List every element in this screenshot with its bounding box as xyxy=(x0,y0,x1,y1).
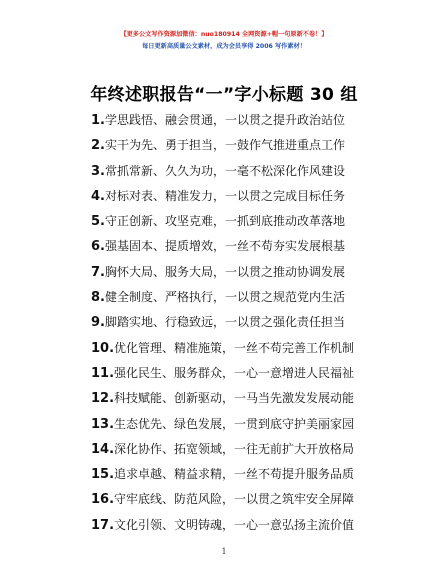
item-text: 生态优先、绿色发展，一贯到底守护美丽家园 xyxy=(114,416,355,431)
list-item xyxy=(91,108,391,133)
item-text: 对标对表、精准发力，一以贯之完成目标任务 xyxy=(104,188,345,203)
item-number: 1. xyxy=(91,113,105,128)
item-number: 13. xyxy=(91,416,115,432)
item-text: 学思践悟、融会贯通，一以贯之提升政治站位 xyxy=(104,113,345,127)
item-number: 17. xyxy=(91,517,115,533)
list-item xyxy=(91,513,391,538)
item-text: 强基固本、提质增效，一丝不苟夯实发展根基 xyxy=(104,239,345,254)
item-number: 9. xyxy=(91,315,105,331)
page-number: 1 xyxy=(221,547,227,556)
item-text: 科技赋能、创新驱动，一马当先激发发展动能 xyxy=(114,391,355,406)
list-item xyxy=(91,437,391,462)
item-text: 健全制度、严格执行，一以贯之规范党内生活 xyxy=(104,290,345,305)
list-item xyxy=(91,386,391,411)
list-item xyxy=(91,234,391,259)
list-item xyxy=(91,361,391,386)
item-number: 16. xyxy=(91,492,115,508)
list-item xyxy=(91,159,391,184)
item-text: 强化民生、服务群众，一心一意增进人民福祉 xyxy=(114,365,355,380)
document-title: 年终述职报告“一”字小标题 30 组 xyxy=(90,85,358,105)
item-text: 优化管理、精准施策，一丝不苟完善工作机制 xyxy=(114,340,355,355)
item-number: 8. xyxy=(91,290,105,306)
item-number: 6. xyxy=(91,239,105,255)
list-item xyxy=(91,133,391,158)
list-item xyxy=(91,260,391,285)
item-text: 胸怀大局、服务大局，一以贯之推动协调发展 xyxy=(104,264,345,279)
item-number: 12. xyxy=(91,391,115,407)
item-text: 脚踏实地、行稳致远，一以贯之强化责任担当 xyxy=(104,315,345,330)
list-item xyxy=(91,336,391,361)
item-number: 5. xyxy=(91,214,105,230)
list-item xyxy=(91,310,391,335)
item-number: 10. xyxy=(91,340,115,356)
promo-banner-line-2: 每日更新高质量公文素材，成为会员享得 2006 写作素材！ xyxy=(142,43,306,50)
item-number: 3. xyxy=(91,163,105,179)
item-text: 守正创新、攻坚克难，一抓到底推动改革落地 xyxy=(104,214,345,229)
item-text: 追求卓越、精益求精，一丝不苟提升服务品质 xyxy=(114,467,355,482)
item-number: 7. xyxy=(91,264,105,280)
item-number: 14. xyxy=(91,441,115,457)
list-item xyxy=(91,487,391,512)
item-number: 2. xyxy=(91,138,105,154)
item-text: 深化协作、拓宽领域，一往无前扩大开放格局 xyxy=(114,441,355,456)
list-item xyxy=(91,184,391,209)
list-item xyxy=(91,412,391,437)
item-text: 文化引领、文明铸魂，一心一意弘扬主流价值 xyxy=(114,517,355,532)
item-text: 实干为先、勇于担当，一鼓作气推进重点工作 xyxy=(104,138,345,153)
list-item xyxy=(91,462,391,487)
promo-banner-line-1: 【更多公文写作资源加微信：nuo180914 全网资源+帽一句原新不卷！】 xyxy=(120,31,328,38)
item-number: 15. xyxy=(91,467,115,483)
item-number: 4. xyxy=(91,188,105,204)
list-item xyxy=(91,209,391,234)
item-number: 11. xyxy=(91,365,115,381)
heading-list xyxy=(91,108,391,538)
item-text: 守牢底线、防范风险，一以贯之筑牢安全屏障 xyxy=(114,492,355,507)
item-text: 常抓常新、久久为功，一毫不松深化作风建设 xyxy=(104,163,345,178)
list-item xyxy=(91,285,391,310)
